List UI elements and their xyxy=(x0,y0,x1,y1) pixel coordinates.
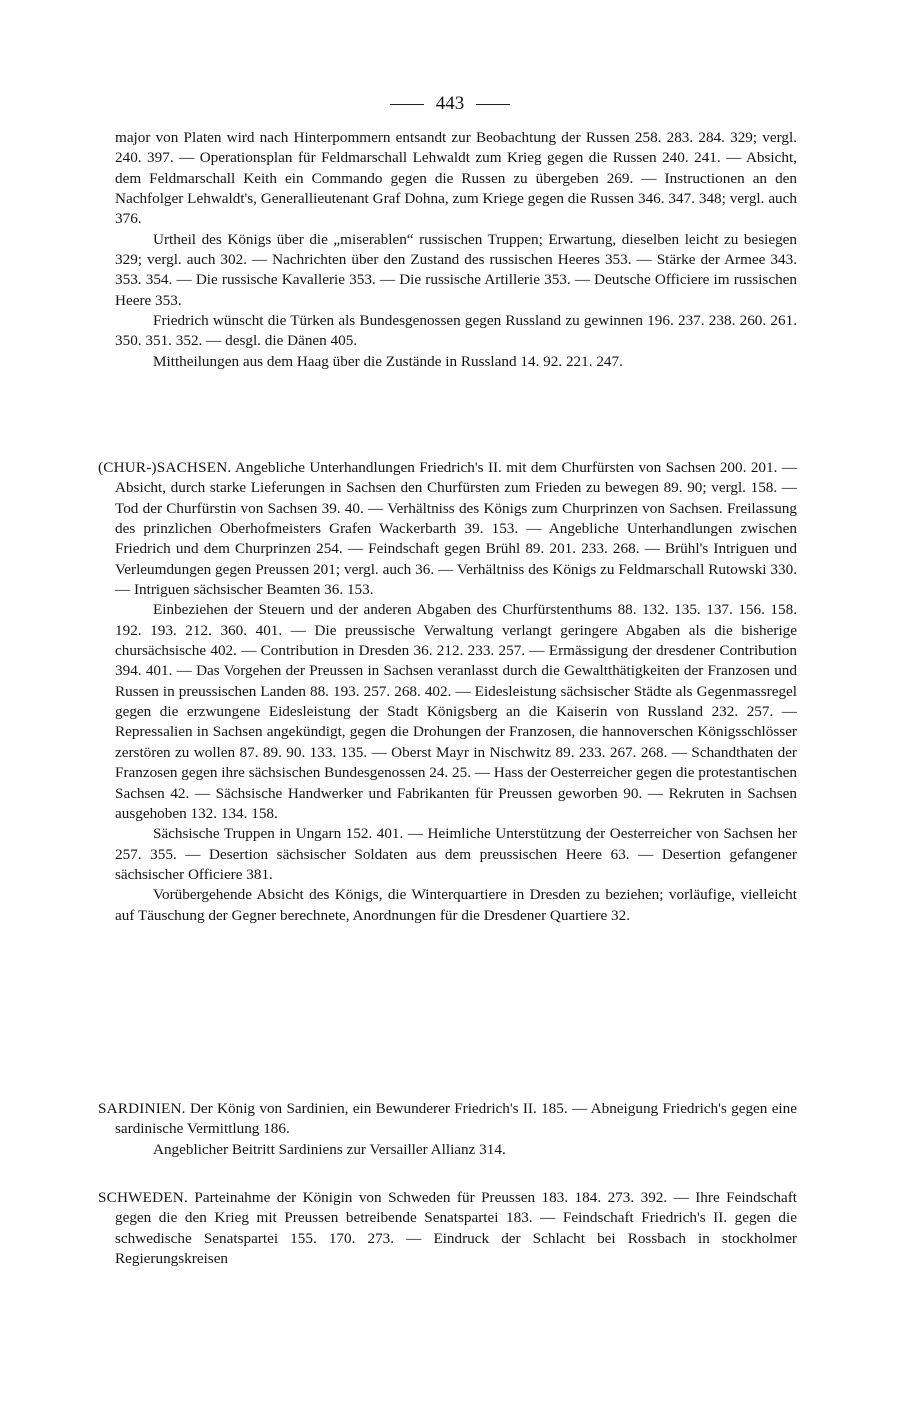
section-russland xyxy=(115,128,797,372)
entry-heading: SCHWEDEN. xyxy=(98,1189,188,1206)
paragraph: Angeblicher Beitritt Sardiniens zur Versailler Allianz 314. xyxy=(153,1140,506,1158)
paragraph: Urtheil des Königs über die „miserablen“ russischen Truppen; Erwartung, dieselben leicht zu besiegen 329; vergl. auch 302. — Nachrichten über den Zustand des russischen Heeres 353. — Stärke der Armee 343. 353. 354. — Die russische Kavallerie 353. — Die russische Artillerie 353. — Deutsche Officiere im russischen Heere 353. xyxy=(115,230,797,309)
page-header xyxy=(0,90,900,118)
entry-continuation xyxy=(98,1140,797,1160)
entry-continuation xyxy=(98,600,797,926)
paragraph: Friedrich wünscht die Türken als Bundesgenossen gegen Russland zu gewinnen 196. 237. 238. 260. 261. 350. 351. 352. — desgl. die Dänen 405. xyxy=(115,312,797,350)
header-dash-right xyxy=(476,104,510,105)
paragraph: Sächsische Truppen in Ungarn 152. 401. — Heimliche Unterstützung der Oesterreicher von Sachsen her 257. 355. — Desertion sächsischer Soldaten aus dem preussischen Heere 63. — Desertion gefangener sächsischer Officiere 381. xyxy=(115,825,797,883)
entry-heading: (CHUR-)SACHSEN. xyxy=(98,459,232,476)
entry-heading: SARDINIEN. xyxy=(98,1100,186,1117)
entry-text: Angebliche Unterhandlungen Friedrich's II. mit dem Churfürsten von Sachsen 200. 201. — Absicht, durch starke Lieferungen in Sachsen den Churfürsten zum Frieden zu bewegen 89. 90; vergl. 158. — Tod der Churfürstin von Sachsen 39. 40. — Verhältniss des Königs zum Churprinzen von Sachsen. Freilassung des prinzlichen Oberhofmeisters Grafen Wackerbarth 39. 153. — Angebliche Unterhandlungen zwischen Friedrich und dem Churprinzen 254. — Feindschaft gegen Brühl 89. 201. 233. 268. — Brühl's Intriguen und Verleumdungen gegen Preussen 201; vergl. auch 36. — Verhältniss des Königs zu Feldmarschall Rutowski 330. — Intriguen sächsischer Beamten 36. 153. xyxy=(115,459,797,599)
page-number: 443 xyxy=(435,93,465,114)
paragraph: Einbeziehen der Steuern und der anderen Abgaben des Churfürstenthums 88. 132. 135. 137. 156. 158. 192. 193. 212. 360. 401. — Die preussische Verwaltung verlangt geringere Abgaben als die bisherige chursächsische 402. — Contribution in Dresden 36. 212. 233. 257. — Ermässigung der dresdener Contribution 394. 401. — Das Vorgehen der Preussen in Sachsen veranlasst durch die Gewaltthätigkeiten der Franzosen und Russen in preussischen Landen 88. 193. 257. 268. 402. — Eidesleistung sächsischer Städte als Gegenmassregel gegen die erzwungene Eidesleistung der Stadt Königsberg an die Kaiserin von Russland 232. 257. — Repressalien in Sachsen angekündigt, gegen die Drohungen der Franzosen, die hannoverschen Königsschlösser zerstören zu wollen 87. 89. 90. 133. 135. — Oberst Mayr in Nischwitz 89. 233. 267. 268. — Schandthaten der Franzosen gegen ihre sächsischen Bundesgenossen 24. 25. — Hass der Oesterreicher gegen die protestantischen Sachsen 42. — Sächsische Handwerker und Fabrikanten für Preussen geworben 90. — Rekruten in Sachsen ausgehoben 132. 134. 158. xyxy=(115,601,797,822)
section-sardinien xyxy=(98,1099,797,1160)
entry-text: Parteinahme der Königin von Schweden für Preussen 183. 184. 273. 392. — Ihre Feindschaft gegen die den Krieg mit Preussen betreibende Senatspartei 183. — Feindschaft Friedrich's II. gegen die schwedische Senatspartei 155. 170. 273. — Eindruck der Schlacht bei Rossbach in stockholmer Regierungskreisen xyxy=(115,1189,798,1268)
paragraph: major von Platen wird nach Hinterpommern entsandt zur Beobachtung der Russen 258. 283. 284. 329; vergl. 240. 397. — Operationsplan für Feldmarschall Lehwaldt zum Krieg gegen die Russen 240. 241. — Absicht, dem Feldmarschall Keith ein Commando gegen die Russen zu übergeben 269. — Instructionen an den Nachfolger Lehwaldt's, Generallieutenant Graf Dohna, zum Kriege gegen die Russen 346. 347. 348; vergl. auch 376. xyxy=(115,129,797,228)
header-dash-left xyxy=(390,104,424,105)
paragraph: Vorübergehende Absicht des Königs, die Winterquartiere in Dresden zu beziehen; vorläufige, vielleicht auf Täuschung der Gegner berechnete, Anordnungen für die Dresdener Quartiere 32. xyxy=(115,886,797,924)
entry-first-paragraph xyxy=(98,1099,797,1140)
paragraph: Mittheilungen aus dem Haag über die Zustände in Russland 14. 92. 221. 247. xyxy=(153,352,623,370)
entry-text: Der König von Sardinien, ein Bewunderer Friedrich's II. 185. — Abneigung Friedrich's gegen eine sardinische Vermittlung 186. xyxy=(115,1100,797,1138)
section-sachsen xyxy=(98,458,797,926)
entry-first-paragraph xyxy=(98,458,797,600)
section-schweden xyxy=(98,1188,797,1269)
entry-first-paragraph xyxy=(98,1188,797,1269)
